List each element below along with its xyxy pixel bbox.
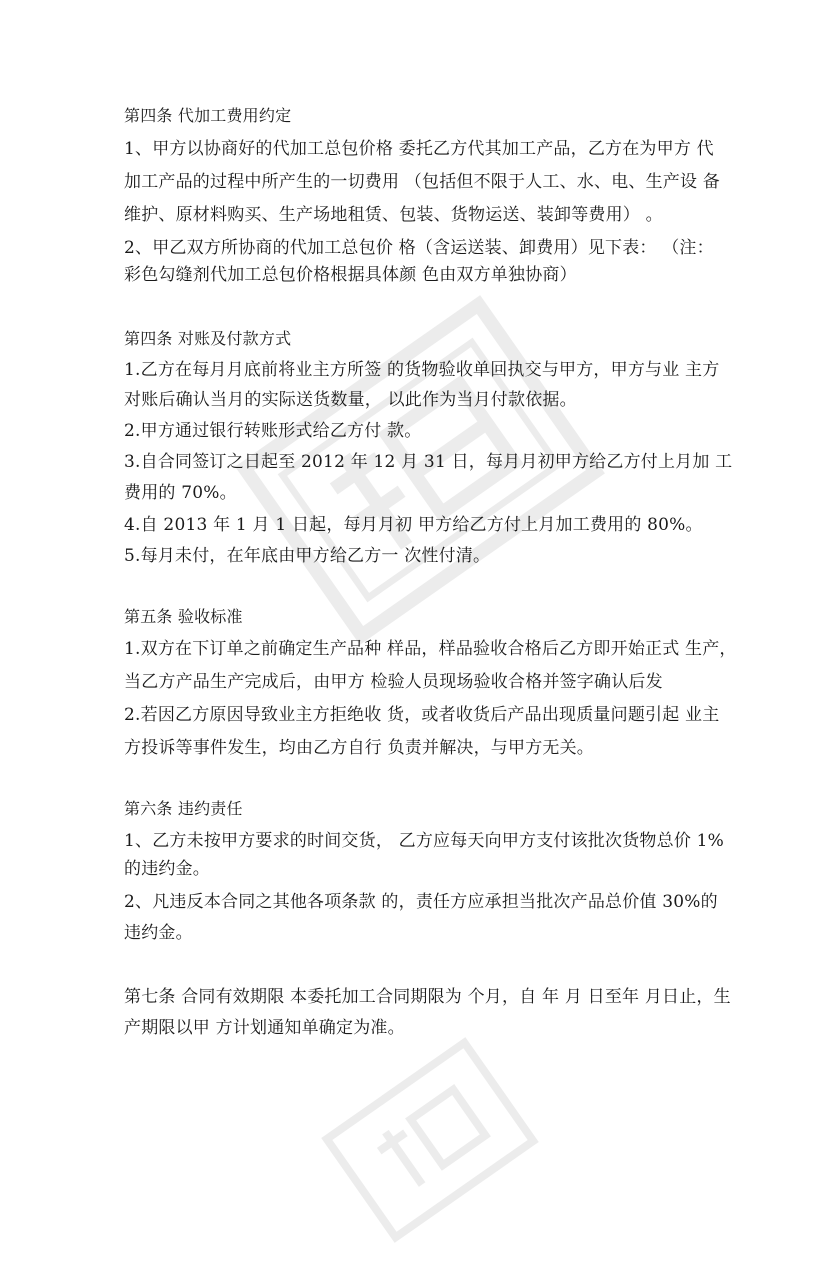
paragraph-line: 方投诉等事件发生，均由乙方自行 负责并解决，与甲方无关。: [124, 738, 595, 758]
paragraph-line: 违约金。: [124, 923, 193, 943]
paragraph-line: 的违约金。: [124, 859, 210, 879]
stamp-watermark-icon: [291, 1001, 570, 1279]
paragraph-line: 1、甲方以协商好的代加工总包价格 委托乙方代其加工产品，乙方在为甲方 代: [124, 139, 714, 159]
paragraph-line: 2.若因乙方原因导致业主方拒绝收 货，或者收货后产品出现质量问题引起 业主: [124, 705, 720, 725]
paragraph-line: 1、乙方未按甲方要求的时间交货， 乙方应每天向甲方支付该批次货物总价 1%: [124, 831, 724, 851]
paragraph-line: 2、凡违反本合同之其他各项条款 的，责任方应承担当批次产品总价值 30%的: [124, 892, 718, 912]
section-heading: 第四条 对账及付款方式: [124, 329, 292, 348]
paragraph-line: 费用的 70%。: [124, 483, 237, 503]
paragraph-line: 加工产品的过程中所产生的一切费用 （包括但不限于人工、水、电、生产设 备: [124, 172, 721, 192]
section-heading: 第五条 验收标准: [124, 607, 243, 626]
paragraph-line: 维护、原材料购买、生产场地租赁、包装、货物运送、装卸等费用） 。: [124, 205, 663, 225]
paragraph-line: 1.乙方在每月月底前将业主方所签 的货物验收单回执交与甲方，甲方与业 主方: [124, 360, 720, 380]
paragraph-line: 彩色勾缝剂代加工总包价格根据具体颜 色由双方单独协商）: [124, 265, 577, 285]
paragraph-line: 对账后确认当月的实际送货数量， 以此作为当月付款依据。: [124, 390, 577, 410]
paragraph-line: 2.甲方通过银行转账形式给乙方付 款。: [124, 421, 422, 441]
paragraph-line: 1.双方在下订单之前确定生产品种 样品，样品验收合格后乙方即开始正式 生产，: [124, 639, 737, 659]
section-heading: 第六条 违约责任: [124, 799, 243, 818]
paragraph-line: 当乙方产品生产完成后，由甲方 检验人员现场验收合格并签字确认后发: [124, 672, 663, 692]
section-heading: 第四条 代加工费用约定: [124, 106, 292, 125]
paragraph-line: 4.自 2013 年 1 月 1 日起，每月月初 甲方给乙方付上月加工费用的 80%。: [124, 515, 703, 535]
paragraph-line: 产期限以甲 方计划通知单确定为准。: [124, 1018, 405, 1038]
paragraph-line: 3.自合同签订之日起至 2012 年 12 月 31 日，每月月初甲方给乙方付上月加 工: [124, 452, 733, 472]
paragraph-line: 第七条 合同有效期限 本委托加工合同期限为 个月，自 年 月 日至年 月日止，生: [124, 987, 731, 1007]
paragraph-line: 5.每月未付，在年底由甲方给乙方一 次性付清。: [124, 546, 491, 566]
paragraph-line: 2、甲乙双方所协商的代加工总包价 格（含运送装、卸费用）见下表： （注：: [124, 238, 714, 258]
